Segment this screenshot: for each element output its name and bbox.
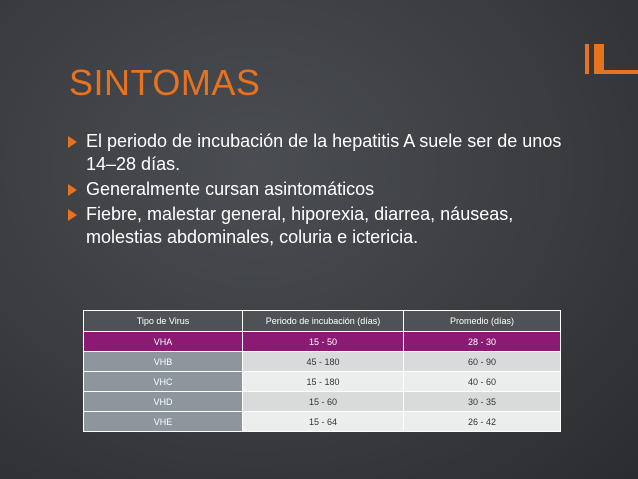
column-header: Tipo de Virus — [84, 311, 243, 332]
table-cell: 28 - 30 — [404, 332, 561, 352]
bullet-item — [68, 178, 568, 201]
table-cell: 26 - 42 — [404, 412, 561, 432]
table-cell: 15 - 64 — [243, 412, 404, 432]
table-cell: VHE — [84, 412, 243, 432]
table-cell: 30 - 35 — [404, 392, 561, 412]
decorative-bar — [594, 44, 604, 74]
table-row — [84, 392, 561, 412]
bullet-text: Generalmente cursan asintomáticos — [86, 179, 375, 199]
table-row — [84, 352, 561, 372]
bullet-arrow-icon — [68, 136, 77, 148]
table-cell: 15 - 180 — [243, 372, 404, 392]
decorative-bar — [585, 44, 589, 74]
bullet-item — [68, 130, 568, 176]
table-header-row — [84, 311, 561, 332]
table-cell: 15 - 50 — [243, 332, 404, 352]
table-cell: 60 - 90 — [404, 352, 561, 372]
table-cell: VHA — [84, 332, 243, 352]
table-cell: VHB — [84, 352, 243, 372]
table-cell: 45 - 180 — [243, 352, 404, 372]
bullet-arrow-icon — [68, 209, 77, 221]
column-header: Promedio (días) — [404, 311, 561, 332]
decorative-bar — [604, 70, 638, 74]
table-cell: 40 - 60 — [404, 372, 561, 392]
table-cell: VHC — [84, 372, 243, 392]
table-row — [84, 372, 561, 392]
table-cell: VHD — [84, 392, 243, 412]
table-row — [84, 412, 561, 432]
bullet-item — [68, 203, 568, 249]
table-cell: 15 - 60 — [243, 392, 404, 412]
bullet-arrow-icon — [68, 184, 77, 196]
column-header: Periodo de incubación (días) — [243, 311, 404, 332]
bullet-list — [68, 130, 568, 251]
table-row — [84, 332, 561, 352]
bullet-text: Fiebre, malestar general, hiporexia, diarrea, náuseas, molestias abdominales, coluria e ictericia. — [86, 204, 514, 247]
slide-title: SINTOMAS — [69, 62, 261, 103]
bullet-text: El periodo de incubación de la hepatitis A suele ser de unos 14–28 días. — [86, 131, 562, 174]
virus-incubation-table — [83, 310, 561, 432]
